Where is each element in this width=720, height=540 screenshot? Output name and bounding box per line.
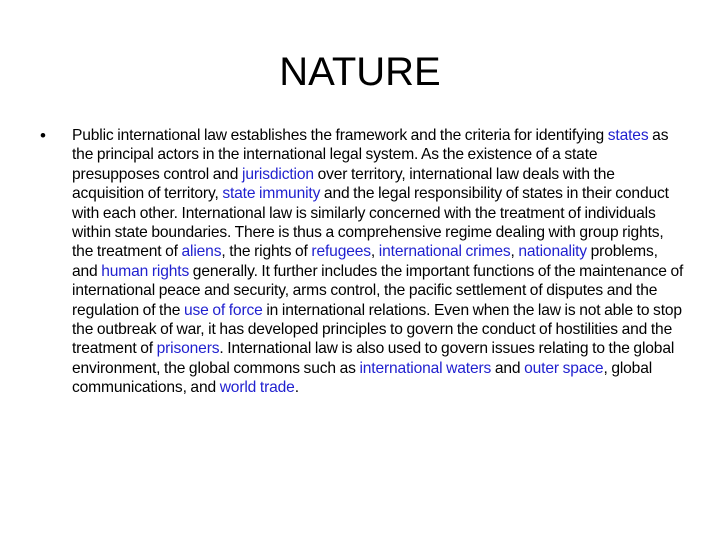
paragraph-text-segment: . International law is also used to govern issues relating to the global environment, the global commons such as	[72, 340, 675, 377]
paragraph-text-segment: over territory, international law deals with the acquisition of territory,	[72, 165, 615, 203]
link-use-of-force[interactable]: use of force	[183, 301, 263, 319]
paragraph-text-segment: in international relations. Even when the law is not able to stop the outbreak of war, it has developed principles to govern the conduct of hostilities and the treatment of	[72, 301, 682, 358]
link-world-trade[interactable]: world trade	[219, 379, 295, 397]
paragraph-text-segment: generally. It further includes the important functions of the maintenance of international peace and security, arms control, the pacific settlement of disputes and the regulation of the	[72, 262, 684, 319]
link-international-waters[interactable]: international waters	[359, 359, 492, 377]
link-states[interactable]: states	[607, 127, 649, 144]
paragraph-text-segment: .	[294, 379, 299, 397]
paragraph-text-segment: , global communications, and	[72, 359, 653, 397]
paragraph-text-segment: and	[491, 359, 525, 377]
paragraph-text-segment: as the principal actors in the international legal system. As the existence of a state presupposes control and	[72, 127, 669, 183]
link-nationality[interactable]: nationality	[518, 243, 587, 261]
link-human-rights[interactable]: human rights	[101, 262, 190, 280]
link-outer-space[interactable]: outer space	[524, 359, 604, 377]
link-international-crimes[interactable]: international crimes	[378, 243, 511, 261]
link-refugees[interactable]: refugees	[311, 243, 371, 261]
paragraph-text-segment: ,	[510, 243, 519, 261]
slide-content	[36, 126, 686, 398]
link-state-immunity[interactable]: state immunity	[222, 185, 321, 203]
paragraph-text-segment: ,	[370, 243, 379, 261]
paragraph-text-segment: Public international law establishes the framework and the criteria for identifying	[72, 127, 608, 144]
paragraph-text-segment: problems, and	[72, 243, 658, 280]
link-aliens[interactable]: aliens	[181, 243, 222, 261]
slide-title: NATURE	[279, 50, 441, 94]
link-prisoners[interactable]: prisoners	[156, 340, 220, 358]
link-jurisdiction[interactable]: jurisdiction	[242, 165, 314, 183]
body-paragraph	[72, 126, 686, 398]
bullet-marker: •	[40, 126, 46, 145]
paragraph-text-segment: and the legal responsibility of states in their conduct with each other. International law is similarly concerned with the treatment of individuals within state boundaries. There is thus a comprehensive regime dealing with group rights, the treatment of	[72, 185, 669, 261]
paragraph-text-segment: , the rights of	[221, 243, 312, 261]
